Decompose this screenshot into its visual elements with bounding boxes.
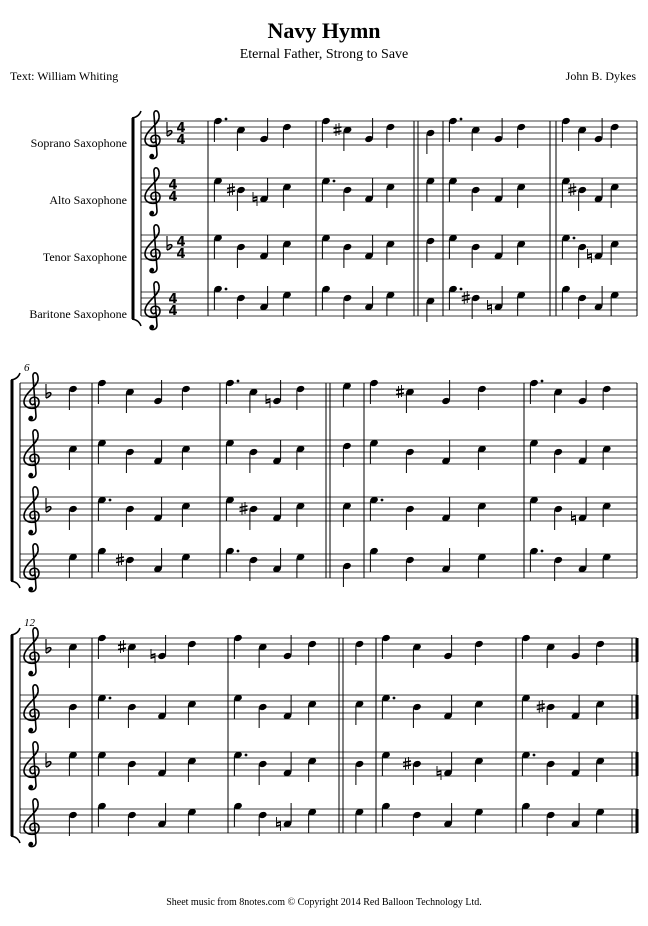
note-head [125,505,135,530]
treble-clef-icon [145,168,160,216]
note-head [296,502,306,527]
sharp-sign-icon [396,385,404,398]
note-head [602,445,612,470]
note-head [283,695,293,720]
note-head [249,556,259,581]
note-head [571,803,581,828]
note-head [181,445,191,470]
note-head [157,635,167,660]
note-head [249,505,259,530]
note-head [125,556,135,581]
note-head [97,634,107,659]
note-head [127,811,137,836]
note-head [381,751,391,776]
treble-clef-icon [145,282,160,330]
note-head [343,186,353,211]
note-head [68,445,78,470]
note-head [97,547,107,572]
note-head [355,808,365,833]
note-head [153,548,163,573]
note-head [272,548,282,573]
note-head [571,635,581,660]
note-head [97,694,111,719]
note-head [181,502,191,527]
note-head [381,694,395,719]
note-head [448,285,462,310]
note-head [343,294,353,319]
note-head [577,186,587,211]
note-head [283,635,293,660]
note-head [343,243,353,268]
note-head [546,760,556,785]
note-head [213,177,223,202]
note-head [474,700,484,725]
note-head [594,118,604,143]
note-head [68,505,78,530]
time-signature: 4 [176,133,186,148]
note-head [296,385,306,410]
note-head [97,379,107,404]
measure-number: 12 [24,617,35,629]
sharp-sign-icon [334,123,342,136]
measure-number: 6 [24,362,30,374]
note-head [602,385,612,410]
note-head [529,439,539,464]
system-bracket [11,628,20,635]
time-signature: 4 [176,235,186,250]
note-head [258,703,268,728]
flat-sign-icon [46,639,51,653]
note-head [443,803,453,828]
note-head [364,118,374,143]
note-head [157,803,167,828]
note-head [448,177,458,202]
note-head [236,186,246,211]
note-head [259,118,269,143]
note-head [494,118,504,143]
note-head [364,235,374,260]
note-head [577,243,587,268]
note-head [181,553,191,578]
note-head [187,700,197,725]
note-head [386,240,396,265]
note-head [494,286,504,311]
note-head [364,286,374,311]
treble-clef-icon [24,487,39,535]
note-head [342,562,352,587]
note-head [282,291,292,316]
note-head [477,502,487,527]
note-head [68,811,78,836]
note-head [578,380,588,405]
note-head [521,694,531,719]
time-signature: 4 [168,292,178,307]
note-head [595,700,605,725]
note-head [127,703,137,728]
note-head [68,553,78,578]
flat-sign-icon [46,384,51,398]
note-head [546,703,556,728]
note-head [386,183,396,208]
note-head [426,237,436,262]
instrument-label-alto: Alto Saxophone [49,193,127,207]
note-head [236,294,246,319]
note-head [157,695,167,720]
note-head [381,802,391,827]
system-bracket [132,319,141,326]
note-head [369,547,379,572]
page-subtitle: Eternal Father, Strong to Save [239,47,409,62]
time-signature: 4 [176,247,186,262]
note-head [595,757,605,782]
natural-sign-icon [253,192,257,206]
composer-credit: John B. Dykes [565,69,636,83]
treble-clef-icon [24,742,39,790]
note-head [68,643,78,668]
note-head [364,178,374,203]
note-head [516,183,526,208]
note-head [477,445,487,470]
note-head [594,286,604,311]
note-head [321,177,335,202]
note-head [97,751,107,776]
note-head [577,126,587,151]
note-head [412,643,422,668]
note-head [578,440,588,465]
note-head [474,808,484,833]
instrument-label-baritone: Baritone Saxophone [29,307,127,321]
note-head [225,379,239,404]
note-head [477,385,487,410]
note-head [426,297,436,322]
note-head [369,439,379,464]
note-head [471,126,481,151]
note-head [443,752,453,777]
note-head [233,802,243,827]
note-head [369,496,383,521]
note-head [296,553,306,578]
sharp-sign-icon [227,183,235,196]
note-head [127,760,137,785]
note-head [546,811,556,836]
note-head [474,757,484,782]
note-head [571,695,581,720]
note-head [213,117,227,142]
note-head [577,294,587,319]
note-head [249,388,259,413]
note-head [602,553,612,578]
system-bracket [11,581,20,588]
note-head [386,291,396,316]
note-head [187,808,197,833]
sharp-sign-icon [118,640,126,653]
treble-clef-icon [24,373,39,421]
treble-clef-icon [24,430,39,478]
note-head [259,286,269,311]
note-head [355,760,365,785]
note-head [187,640,197,665]
note-head [578,497,588,522]
note-head [321,234,331,259]
note-head [610,291,620,316]
sharp-sign-icon [537,700,545,713]
note-head [213,285,227,310]
note-head [355,640,365,665]
note-head [272,497,282,522]
note-head [529,547,543,572]
natural-sign-icon [488,300,492,314]
note-head [561,177,571,202]
instrument-label-tenor: Tenor Saxophone [42,250,127,264]
note-head [610,183,620,208]
time-signature: 4 [176,121,186,136]
note-head [97,802,107,827]
natural-sign-icon [277,817,281,831]
note-head [283,752,293,777]
note-head [321,117,331,142]
treble-clef-icon [24,544,39,592]
note-head [259,178,269,203]
note-head [213,234,223,259]
note-head [610,123,620,148]
note-head [342,382,352,407]
flat-sign-icon [167,122,172,136]
note-head [187,757,197,782]
note-head [610,240,620,265]
note-head [68,703,78,728]
sharp-sign-icon [462,291,470,304]
note-head [553,448,563,473]
note-head [578,548,588,573]
note-head [412,811,422,836]
natural-sign-icon [572,511,576,525]
note-head [282,123,292,148]
note-head [594,235,604,260]
note-head [426,129,436,154]
note-head [355,700,365,725]
note-head [236,243,246,268]
lyricist-credit: Text: William Whiting [10,69,119,83]
note-head [561,234,575,259]
natural-sign-icon [588,249,592,263]
page-title: Navy Hymn [267,18,381,43]
note-head [448,117,462,142]
note-head [595,808,605,833]
note-head [97,496,111,521]
note-head [553,388,563,413]
note-head [307,640,317,665]
note-head [236,126,246,151]
sharp-sign-icon [403,757,411,770]
note-head [258,811,268,836]
note-head [602,502,612,527]
note-head [307,700,317,725]
treble-clef-icon [24,799,39,847]
treble-clef-icon [24,628,39,676]
note-head [283,803,293,828]
note-head [259,235,269,260]
note-head [516,291,526,316]
note-head [441,440,451,465]
note-head [441,497,451,522]
sharp-sign-icon [116,553,124,566]
note-head [386,123,396,148]
note-head [127,643,137,668]
note-head [553,505,563,530]
note-head [321,285,331,310]
note-head [258,760,268,785]
note-head [521,634,531,659]
note-head [521,802,531,827]
note-head [233,694,243,719]
note-head [296,445,306,470]
note-head [405,556,415,581]
note-head [225,496,235,521]
note-head [307,808,317,833]
note-head [157,752,167,777]
time-signature: 4 [168,304,178,319]
treble-clef-icon [145,225,160,273]
note-head [405,505,415,530]
note-head [412,760,422,785]
time-signature: 4 [168,190,178,205]
time-signature: 4 [168,178,178,193]
note-head [181,385,191,410]
flat-sign-icon [46,753,51,767]
note-head [471,186,481,211]
note-head [153,440,163,465]
note-head [233,751,247,776]
note-head [405,448,415,473]
treble-clef-icon [24,685,39,733]
note-head [494,178,504,203]
note-head [225,547,239,572]
note-head [571,752,581,777]
note-head [153,497,163,522]
instrument-label-soprano: Soprano Saxophone [30,136,127,150]
flat-sign-icon [46,498,51,512]
note-head [441,380,451,405]
note-head [448,234,458,259]
note-head [561,117,571,142]
note-head [369,379,379,404]
note-head [282,240,292,265]
note-head [471,243,481,268]
note-head [249,448,259,473]
flat-sign-icon [167,236,172,250]
note-head [125,388,135,413]
note-head [272,440,282,465]
note-head [441,548,451,573]
note-head [153,380,163,405]
note-head [307,757,317,782]
system-bracket [11,836,20,843]
treble-clef-icon [145,111,160,159]
note-head [595,640,605,665]
sharp-sign-icon [240,502,248,515]
note-head [225,439,235,464]
note-head [494,235,504,260]
note-head [342,442,352,467]
note-head [258,643,268,668]
copyright-footer: Sheet music from 8notes.com © Copyright 2014 Red Balloon Technology Ltd. [166,897,482,908]
note-head [343,126,353,151]
note-head [381,634,391,659]
note-head [474,640,484,665]
note-head [125,448,135,473]
note-head [342,502,352,527]
note-head [546,643,556,668]
note-head [529,379,543,404]
note-head [233,634,243,659]
note-head [412,703,422,728]
note-head [68,385,78,410]
note-head [561,285,571,310]
note-head [282,183,292,208]
note-head [443,635,453,660]
note-head [594,178,604,203]
system-bracket [11,373,20,380]
note-head [426,177,436,202]
note-head [529,496,539,521]
note-head [272,380,282,405]
sharp-sign-icon [568,183,576,196]
note-head [97,439,107,464]
note-head [516,240,526,265]
system-bracket [132,111,141,118]
note-head [477,553,487,578]
note-head [553,556,563,581]
note-head [68,751,78,776]
note-head [443,695,453,720]
note-head [471,294,481,319]
note-head [516,123,526,148]
note-head [521,751,535,776]
natural-sign-icon [437,766,441,780]
note-head [405,388,415,413]
